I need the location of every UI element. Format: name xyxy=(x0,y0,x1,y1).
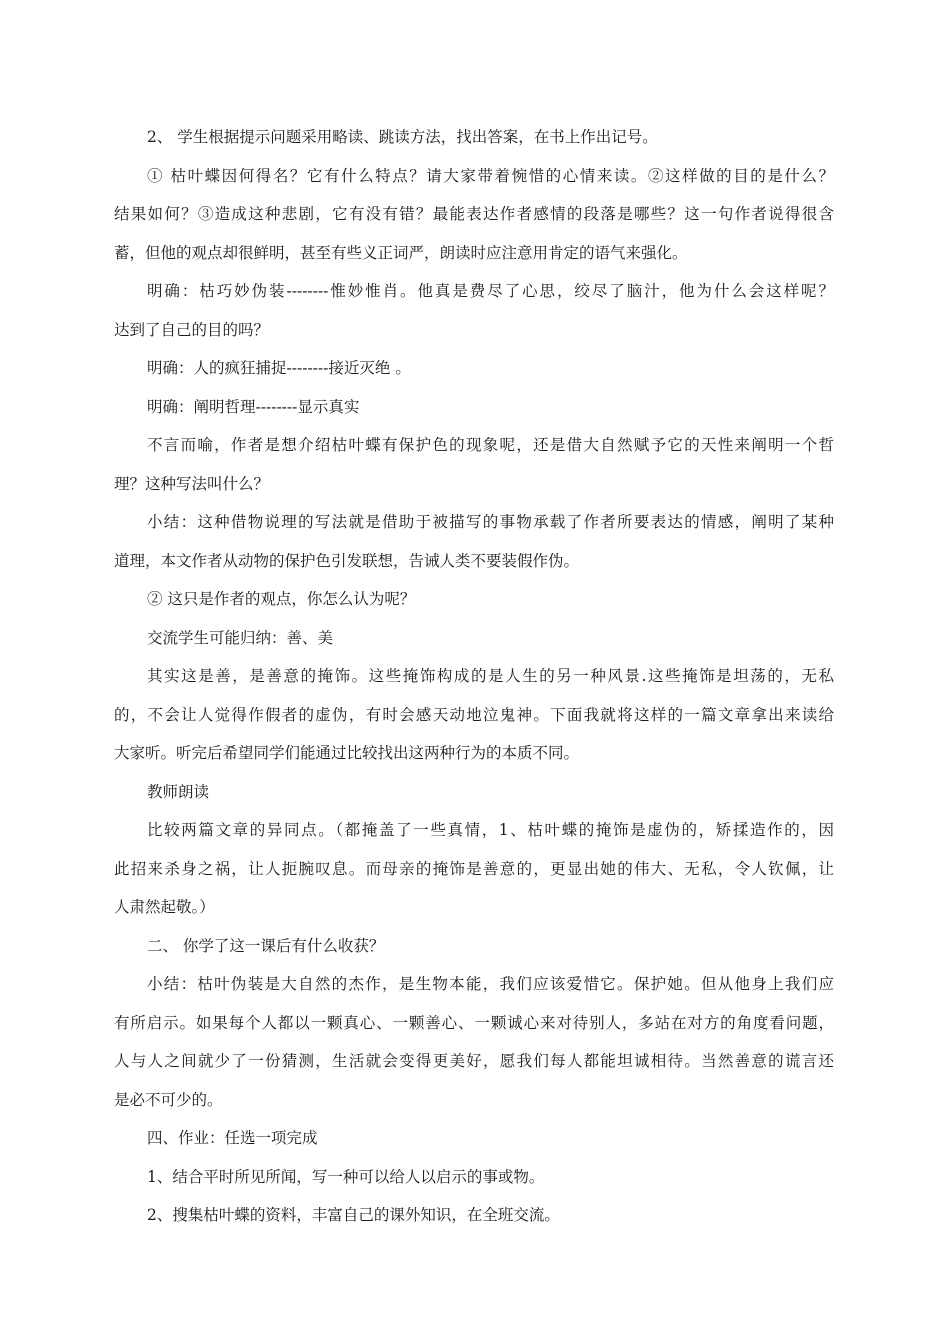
text-line: 比较两篇文章的异同点。（都掩盖了一些真情，1、枯叶蝶的掩饰是虚伪的，矫揉造作的，因 xyxy=(147,821,834,839)
text-line: 二、 你学了这一课后有什么收获？ xyxy=(147,936,385,955)
text-line: 2、 学生根据提示问题采用略读、跳读方法，找出答案，在书上作出记号。 xyxy=(147,128,658,146)
text-line: 四、作业：任选一项完成 xyxy=(147,1129,318,1147)
text-line: 人与人之间就少了一份猜测，生活就会变得更美好，愿我们每人都能坦诚相待。当然善意的谎言还 xyxy=(114,1052,834,1070)
text-line: 蓄，但他的观点却很鲜明，甚至有些义正词严，朗读时应注意用肯定的语气来强化。 xyxy=(114,243,688,262)
document-body xyxy=(114,118,834,1235)
text-line: 达到了自己的目的吗？ xyxy=(114,320,270,339)
text-line: 的，不会让人觉得作假者的虚伪，有时会感天动地泣鬼神。下面我就将这样的一篇文章拿出来读给 xyxy=(114,705,834,724)
text-line: 明确：人的疯狂捕捉--------接近灭绝 。 xyxy=(147,359,411,377)
text-line: 小结：枯叶伪装是大自然的杰作，是生物本能，我们应该爱惜它。保护她。但从他身上我们应 xyxy=(147,975,834,993)
text-line: 小结：这种借物说理的写法就是借助于被描写的事物承载了作者所要表达的情感，阐明了某种 xyxy=(147,513,834,531)
text-line: ② 这只是作者的观点，你怎么认为呢？ xyxy=(147,590,416,608)
text-line: 道理，本文作者从动物的保护色引发联想，告诫人类不要装假作伪。 xyxy=(114,551,580,570)
text-line: 此招来杀身之祸，让人扼腕叹息。而母亲的掩饰是善意的，更显出她的伟大、无私，令人钦佩，让 xyxy=(114,859,834,878)
text-line: 是必不可少的。 xyxy=(114,1090,223,1109)
text-line: 交流学生可能归纳：善、美 xyxy=(147,628,334,647)
text-line: 结果如何？③造成这种悲剧，它有没有错？最能表达作者感情的段落是哪些？这一句作者说得很含 xyxy=(114,205,834,223)
text-line: 不言而喻，作者是想介绍枯叶蝶有保护色的现象呢，还是借大自然赋予它的天性来阐明一个哲 xyxy=(147,436,834,454)
text-line: 大家听。听完后希望同学们能通过比较找出这两种行为的本质不同。 xyxy=(114,744,580,762)
text-line: 明确：阐明哲理--------显示真实 xyxy=(147,397,360,416)
text-line: 明确：枯巧妙伪装--------惟妙惟肖。他真是费尽了心思，绞尽了脑汁，他为什么会这样呢？ xyxy=(147,282,834,300)
text-line: 教师朗读 xyxy=(147,782,210,801)
text-line: 有所启示。如果每个人都以一颗真心、一颗善心、一颗诚心来对待别人，多站在对方的角度看问题， xyxy=(114,1013,834,1032)
text-line: 人肃然起敬。） xyxy=(114,898,215,916)
text-line: 其实这是善，是善意的掩饰。这些掩饰构成的是人生的另一种风景.这些掩饰是坦荡的，无私 xyxy=(147,667,834,685)
text-line: 理？这种写法叫什么？ xyxy=(114,474,270,493)
text-line: 2、搜集枯叶蝶的资料，丰富自己的课外知识，在全班交流。 xyxy=(147,1206,560,1224)
text-line: ① 枯叶蝶因何得名？它有什么特点？请大家带着惋惜的心情来读。②这样做的目的是什么？ xyxy=(147,166,834,185)
text-line: 1、结合平时所见所闻，写一种可以给人以启示的事或物。 xyxy=(147,1167,545,1186)
